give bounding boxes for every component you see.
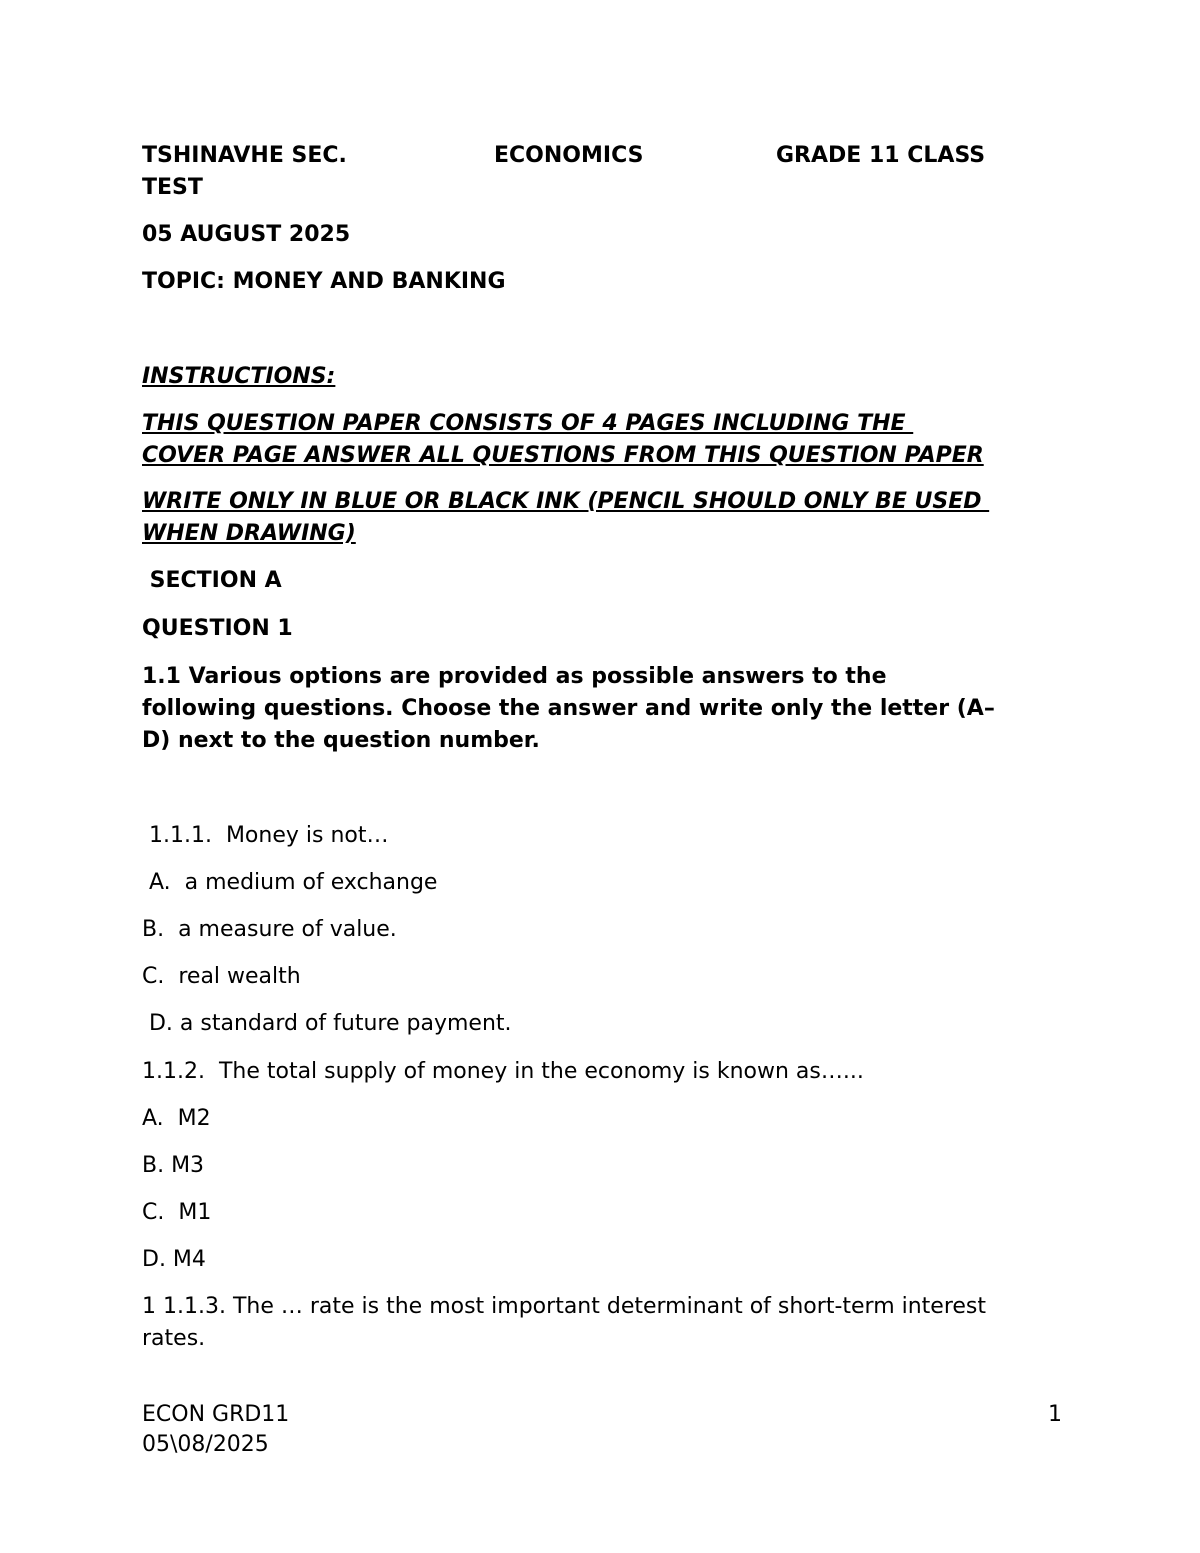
question-intro-line-1: 1.1 Various options are provided as possible answers to the: [142, 664, 887, 689]
section-title: SECTION A: [142, 568, 282, 593]
page-number: 1: [1048, 1402, 1062, 1427]
question-1-1-2: 1.1.2. The total supply of money in the economy is known as…...: [142, 1059, 864, 1084]
q2-option-d: D. M4: [142, 1247, 206, 1272]
q2-option-c: C. M1: [142, 1200, 212, 1225]
instruction-line-4: WHEN DRAWING): [142, 521, 356, 546]
footer-code: ECON GRD11: [142, 1402, 290, 1427]
q1-option-b: B. a measure of value.: [142, 917, 397, 942]
question-intro-line-2: following questions. Choose the answer and write only the letter (A–: [142, 696, 995, 721]
test-date: 05 AUGUST 2025: [142, 222, 351, 247]
grade-label: GRADE 11 CLASS: [776, 143, 986, 168]
question-1-1-3-line-2: rates.: [142, 1326, 206, 1351]
question-title: QUESTION 1: [142, 616, 293, 641]
q2-option-b: B. M3: [142, 1153, 205, 1178]
question-1-1-3-line-1: 1 1.1.3. The … rate is the most important determinant of short-term interest: [142, 1294, 987, 1319]
school-name: TSHINAVHE SEC.: [142, 143, 347, 168]
subject-name: ECONOMICS: [494, 143, 644, 168]
footer-date: 05\08/2025: [142, 1432, 269, 1457]
question-intro-line-3: D) next to the question number.: [142, 728, 540, 753]
document-body: [142, 140, 1062, 1355]
q1-option-d: D. a standard of future payment.: [142, 1011, 512, 1036]
q2-option-a: A. M2: [142, 1106, 211, 1131]
topic-line: TOPIC: MONEY AND BANKING: [142, 269, 506, 294]
test-label: TEST: [142, 175, 203, 200]
q1-option-c: C. real wealth: [142, 964, 301, 989]
page-footer: [142, 1400, 1062, 1460]
instructions-heading: INSTRUCTIONS:: [142, 364, 336, 389]
header-line: [142, 140, 1062, 172]
instruction-line-1: THIS QUESTION PAPER CONSISTS OF 4 PAGES INCLUDING THE: [142, 411, 914, 436]
question-1-1-1: 1.1.1. Money is not…: [142, 823, 389, 848]
q1-option-a: A. a medium of exchange: [142, 870, 438, 895]
instruction-line-2: COVER PAGE ANSWER ALL QUESTIONS FROM THIS QUESTION PAPER: [142, 443, 984, 468]
instruction-line-3: WRITE ONLY IN BLUE OR BLACK INK (PENCIL SHOULD ONLY BE USED: [142, 489, 990, 514]
